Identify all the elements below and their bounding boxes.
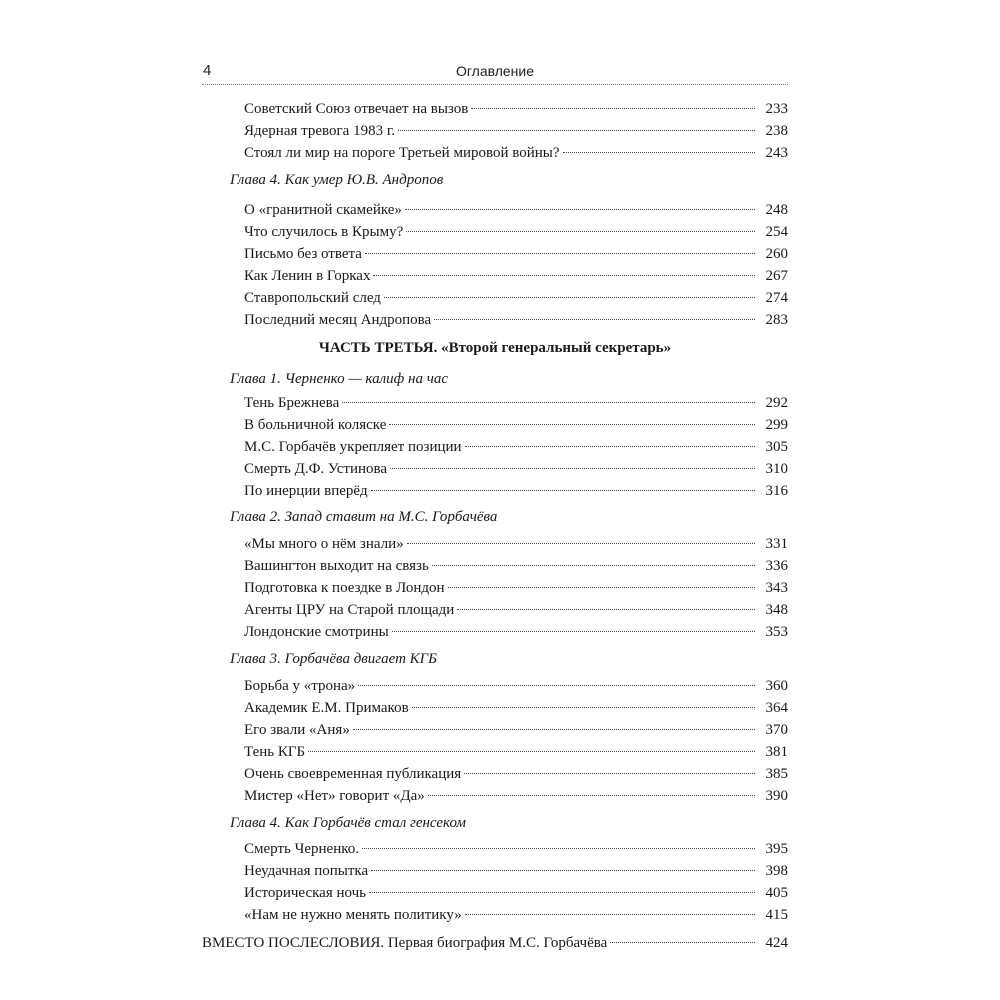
toc-entry-title: Лондонские смотрины	[244, 624, 389, 640]
toc-entry-title: Как Ленин в Горках	[244, 268, 371, 284]
toc-entry-page: 299	[765, 417, 788, 433]
toc-entry-title: Ядерная тревога 1983 г.	[244, 123, 396, 139]
toc-entry[interactable]	[244, 98, 788, 120]
dot-leader	[369, 892, 755, 893]
toc-entry-title: Подготовка к поездке в Лондон	[244, 580, 445, 596]
toc-entry-title: Вашингтон выходит на связь	[244, 558, 429, 574]
toc-entry-page: 360	[765, 678, 788, 694]
dot-leader	[412, 707, 755, 708]
toc-entry-title: Ставропольский след	[244, 290, 381, 306]
dot-leader	[471, 108, 755, 109]
toc-entry-page: 243	[765, 145, 788, 161]
toc-entry[interactable]	[244, 675, 788, 697]
toc-entry[interactable]	[244, 458, 788, 480]
toc-entry[interactable]	[244, 719, 788, 741]
toc-entry-title: Стоял ли мир на пороге Третьей мировой войны?	[244, 145, 560, 161]
toc-entry[interactable]	[244, 621, 788, 643]
toc-entry-page: 364	[765, 700, 788, 716]
dot-leader	[465, 446, 755, 447]
dot-leader	[371, 870, 755, 871]
toc-entry-page: 381	[765, 744, 788, 760]
toc-entry-page: 370	[765, 722, 788, 738]
toc-entry[interactable]	[244, 414, 788, 436]
chapter-heading[interactable]: Глава 4. Как умер Ю.В. Андропов	[230, 172, 444, 188]
toc-entry-title: Советский Союз отвечает на вызов	[244, 101, 469, 117]
toc-entry-title: По инерции вперёд	[244, 483, 368, 499]
dot-leader	[428, 795, 755, 796]
running-head	[202, 62, 788, 82]
dot-leader	[406, 231, 755, 232]
toc-entry-page: 305	[765, 439, 788, 455]
toc-entry-page: 331	[765, 536, 788, 552]
toc-entry-title: Смерть Черненко.	[244, 841, 359, 857]
toc-entry[interactable]	[244, 533, 788, 555]
toc-entry[interactable]	[244, 221, 788, 243]
toc-entry[interactable]	[244, 199, 788, 221]
toc-entry[interactable]	[244, 577, 788, 599]
toc-entry-page: 254	[765, 224, 788, 240]
toc-entry-page: 233	[765, 101, 788, 117]
dot-leader	[407, 543, 755, 544]
toc-entry-page: 343	[765, 580, 788, 596]
toc-entry-page: 398	[765, 863, 788, 879]
toc-entry-page: 405	[765, 885, 788, 901]
toc-entry-title: О «гранитной скамейке»	[244, 202, 402, 218]
toc-entry-title: Тень КГБ	[244, 744, 306, 760]
toc-entry[interactable]	[244, 860, 788, 882]
chapter-heading[interactable]: Глава 4. Как Горбачёв стал генсеком	[230, 815, 467, 831]
toc-entry[interactable]	[244, 120, 788, 142]
toc-entry[interactable]	[244, 599, 788, 621]
toc-entry[interactable]	[244, 265, 788, 287]
afterword-entry[interactable]	[202, 932, 788, 954]
toc-entry-page: 274	[765, 290, 788, 306]
toc-entry-title: Очень своевременная публикация	[244, 766, 462, 782]
toc-entry[interactable]	[244, 741, 788, 763]
toc-entry-title: Что случилось в Крыму?	[244, 224, 404, 240]
dot-leader	[457, 609, 755, 610]
header-dotted-rule	[202, 84, 788, 85]
chapter-heading[interactable]: Глава 1. Черненко — калиф на час	[230, 371, 449, 387]
toc-entry-page: 348	[765, 602, 788, 618]
toc-entry[interactable]	[244, 480, 788, 502]
toc-entry-title: В больничной коляске	[244, 417, 387, 433]
dot-leader	[362, 848, 755, 849]
toc-entry-title: Борьба у «трона»	[244, 678, 356, 694]
toc-entry-title: Его звали «Аня»	[244, 722, 350, 738]
dot-leader	[405, 209, 755, 210]
toc-entry[interactable]	[244, 392, 788, 414]
toc-entry-title: Смерть Д.Ф. Устинова	[244, 461, 388, 477]
toc-entry-page: 353	[765, 624, 788, 640]
toc-entry[interactable]	[244, 785, 788, 807]
toc-entry[interactable]	[244, 309, 788, 331]
dot-leader	[448, 587, 755, 588]
toc-entry-title: Академик Е.М. Примаков	[244, 700, 409, 716]
dot-leader	[384, 297, 755, 298]
toc-entry[interactable]	[244, 763, 788, 785]
toc-entry-page: 385	[765, 766, 788, 782]
dot-leader	[358, 685, 755, 686]
toc-entry-title: Тень Брежнева	[244, 395, 340, 411]
dot-leader	[434, 319, 755, 320]
toc-entry[interactable]	[244, 555, 788, 577]
toc-entry-page: 316	[765, 483, 788, 499]
dot-leader	[389, 424, 755, 425]
dot-leader	[371, 490, 755, 491]
toc-entry-page: 283	[765, 312, 788, 328]
dot-leader	[342, 402, 755, 403]
toc-entry-title: Последний месяц Андропова	[244, 312, 432, 328]
toc-entry-page: 336	[765, 558, 788, 574]
toc-entry[interactable]	[244, 243, 788, 265]
toc-entry-page: 238	[765, 123, 788, 139]
dot-leader	[465, 914, 755, 915]
dot-leader	[432, 565, 755, 566]
dot-leader	[392, 631, 755, 632]
toc-entry-title: Агенты ЦРУ на Старой площади	[244, 602, 455, 618]
toc-entry-page: 395	[765, 841, 788, 857]
dot-leader	[398, 130, 755, 131]
page-number: 4	[203, 62, 212, 79]
dot-leader	[365, 253, 755, 254]
dot-leader	[390, 468, 755, 469]
dot-leader	[373, 275, 755, 276]
toc-entry-title: Историческая ночь	[244, 885, 366, 901]
toc-entry-title: «Мы много о нём знали»	[244, 536, 404, 552]
toc-entry-page: 292	[765, 395, 788, 411]
toc-entry-title: Мистер «Нет» говорит «Да»	[244, 788, 425, 804]
dot-leader	[353, 729, 755, 730]
dot-leader	[610, 942, 755, 943]
toc-entry-page: 248	[765, 202, 788, 218]
afterword-title: ВМЕСТО ПОСЛЕСЛОВИЯ. Первая биография М.С. Горбачёва	[202, 935, 608, 951]
dot-leader	[563, 152, 756, 153]
toc-entry[interactable]	[244, 287, 788, 309]
toc-entry-page: 415	[765, 907, 788, 923]
toc-entry-page: 390	[765, 788, 788, 804]
toc-entry[interactable]	[244, 697, 788, 719]
toc-entry[interactable]	[244, 838, 788, 860]
toc-entry-title: Неудачная попытка	[244, 863, 369, 879]
toc-entry[interactable]	[244, 904, 788, 926]
toc-entry-title: «Нам не нужно менять политику»	[244, 907, 462, 923]
toc-entry[interactable]	[244, 436, 788, 458]
toc-entry-title: М.С. Горбачёв укрепляет позиции	[244, 439, 462, 455]
section-title: Оглавление	[455, 63, 535, 79]
part-heading[interactable]: ЧАСТЬ ТРЕТЬЯ. «Второй генеральный секретарь»	[318, 340, 672, 356]
dot-leader	[464, 773, 755, 774]
toc-entry[interactable]	[244, 882, 788, 904]
toc-entry-page: 310	[765, 461, 788, 477]
toc-entry-page: 260	[765, 246, 788, 262]
toc-entry-page: 267	[765, 268, 788, 284]
dot-leader	[308, 751, 755, 752]
chapter-heading[interactable]: Глава 3. Горбачёва двигает КГБ	[230, 651, 438, 667]
afterword-page: 424	[765, 935, 788, 951]
toc-entry-title: Письмо без ответа	[244, 246, 362, 262]
toc-entry[interactable]	[244, 142, 788, 164]
chapter-heading[interactable]: Глава 2. Запад ставит на М.С. Горбачёва	[230, 509, 498, 525]
